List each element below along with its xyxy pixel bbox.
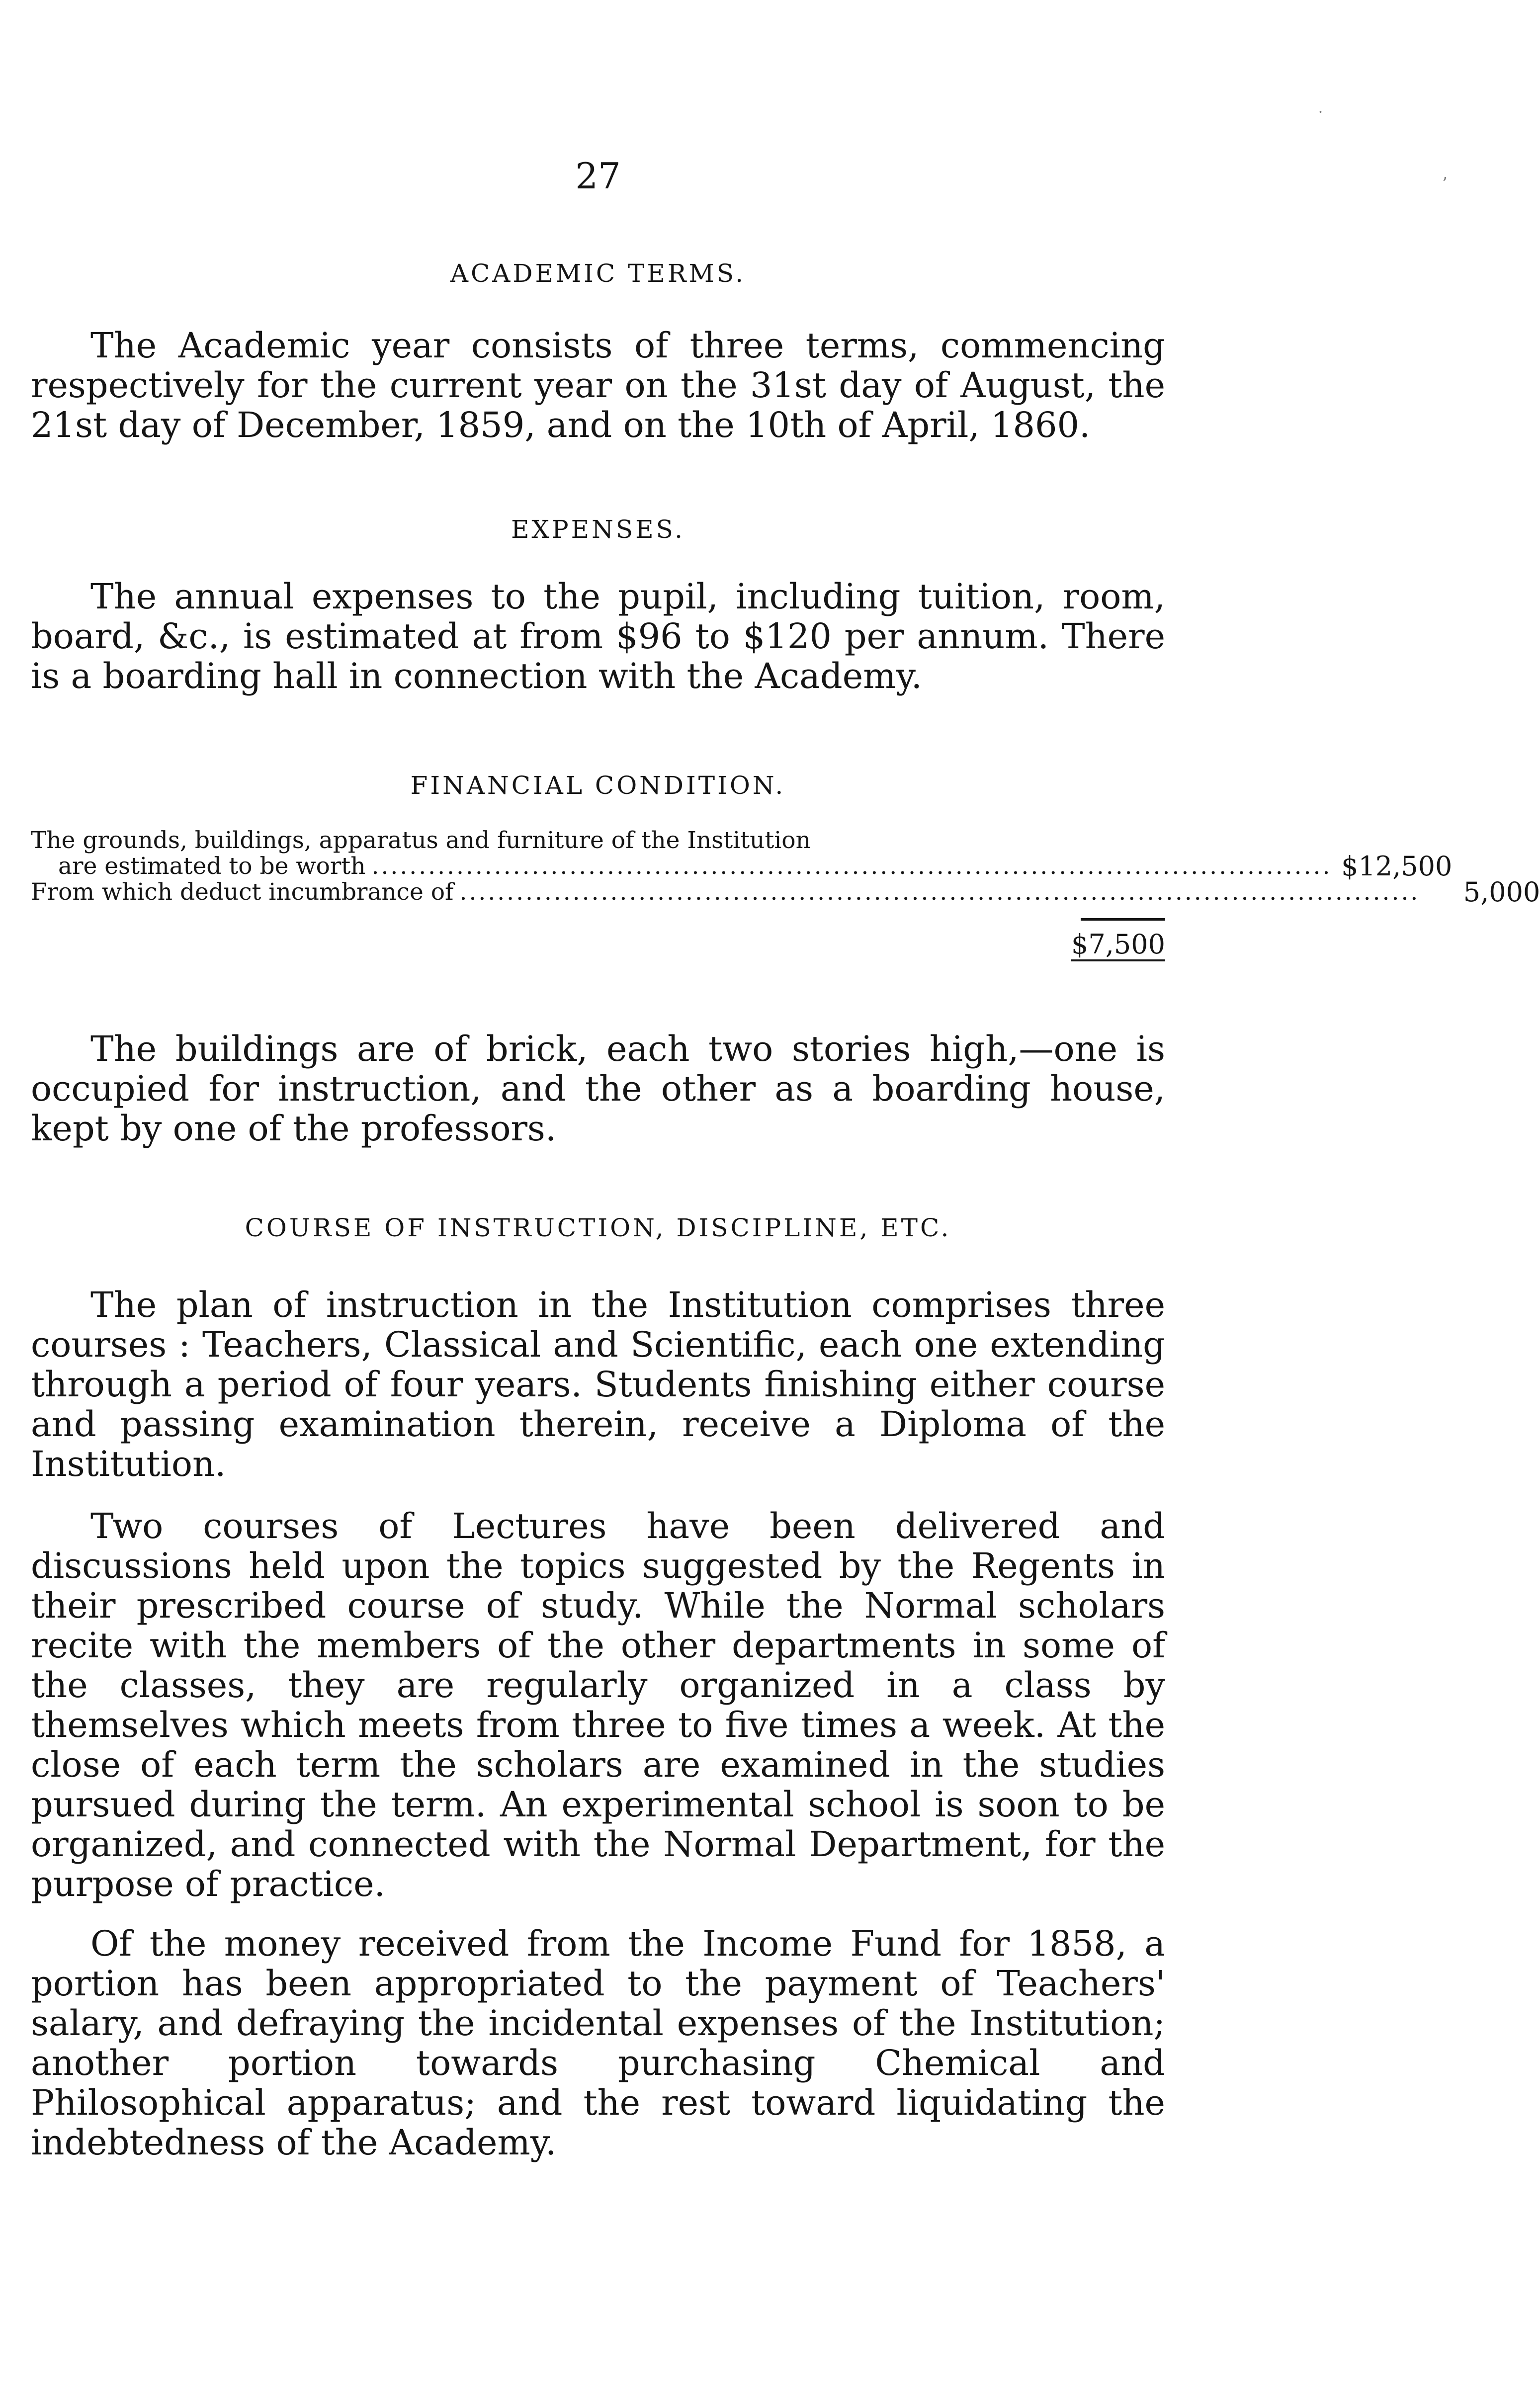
financial-line-3-amount: 5,000 xyxy=(1463,876,1540,908)
financial-total xyxy=(31,929,1165,961)
paragraph-course-1: The plan of instruction in the Institution comprises three courses : Teachers, Classical and Scientific, each one extending through a period of four years. Students finishing either course and passing examination therein, receive a Diploma of the Institution. xyxy=(31,1285,1165,1484)
paragraph-expenses: The annual expenses to the pupil, including tuition, room, board, &c., is estimated at from $96 to $120 per annum. There is a boarding hall in connection with the Academy. xyxy=(31,576,1165,696)
sum-rule xyxy=(1081,918,1165,921)
financial-statement xyxy=(31,827,1540,961)
heading-course-of-instruction: COURSE OF INSTRUCTION, DISCIPLINE, ETC. xyxy=(245,1213,951,1242)
financial-line-2-label: are estimated to be worth xyxy=(58,853,366,880)
dot-leader: ...................................................................................................... xyxy=(371,853,1332,880)
paragraph-academic-terms: The Academic year consists of three terms, commencing respectively for the current year on the 31st day of August, the 21st day of December, 1859, and on the 10th of April, 1860. xyxy=(31,325,1165,445)
paragraph-course-2: Two courses of Lectures have been delivered and discussions held upon the topics suggested by the Regents in their prescribed course of study. While the Normal scholars recite with the members of the other departments in some of the classes, they are regularly organized in a class by themselves which meets from three to five times a week. At the close of each term the scholars are examined in the studies pursued during the term. An experimental school is soon to be organized, and connected with the Normal Department, for the purpose of practice. xyxy=(31,1506,1165,1904)
financial-line-3-label: From which deduct incumbrance of xyxy=(31,878,454,906)
financial-total-amount: $7,500 xyxy=(1071,932,1165,961)
heading-academic-terms: ACADEMIC TERMS. xyxy=(450,259,746,288)
financial-line-2 xyxy=(31,851,1453,882)
dot-leader: ...................................................................................................... xyxy=(459,878,1420,906)
page-speck: ʼ xyxy=(1442,174,1447,194)
page-speck: ˙ xyxy=(1316,108,1325,128)
financial-line-2-amount: $12,500 xyxy=(1341,851,1453,882)
financial-line-3 xyxy=(31,876,1540,908)
financial-line-1 xyxy=(31,828,1165,854)
financial-line-1-label: The grounds, buildings, apparatus and furniture of the Institution xyxy=(31,827,811,854)
paragraph-buildings: The buildings are of brick, each two stories high,—one is occupied for instruction, and the other as a boarding house, kept by one of the professors. xyxy=(31,1029,1165,1149)
heading-expenses: EXPENSES. xyxy=(511,515,685,544)
paragraph-course-3: Of the money received from the Income Fund for 1858, a portion has been appropriated to the payment of Teachers' salary, and defraying the incidental expenses of the Institution; another portion towards purchasing Chemical and Philosophical apparatus; and the rest toward liquidating the indebtedness of the Academy. xyxy=(31,1923,1165,2163)
page-number: 27 xyxy=(575,155,621,197)
heading-financial-condition: FINANCIAL CONDITION. xyxy=(410,771,786,800)
